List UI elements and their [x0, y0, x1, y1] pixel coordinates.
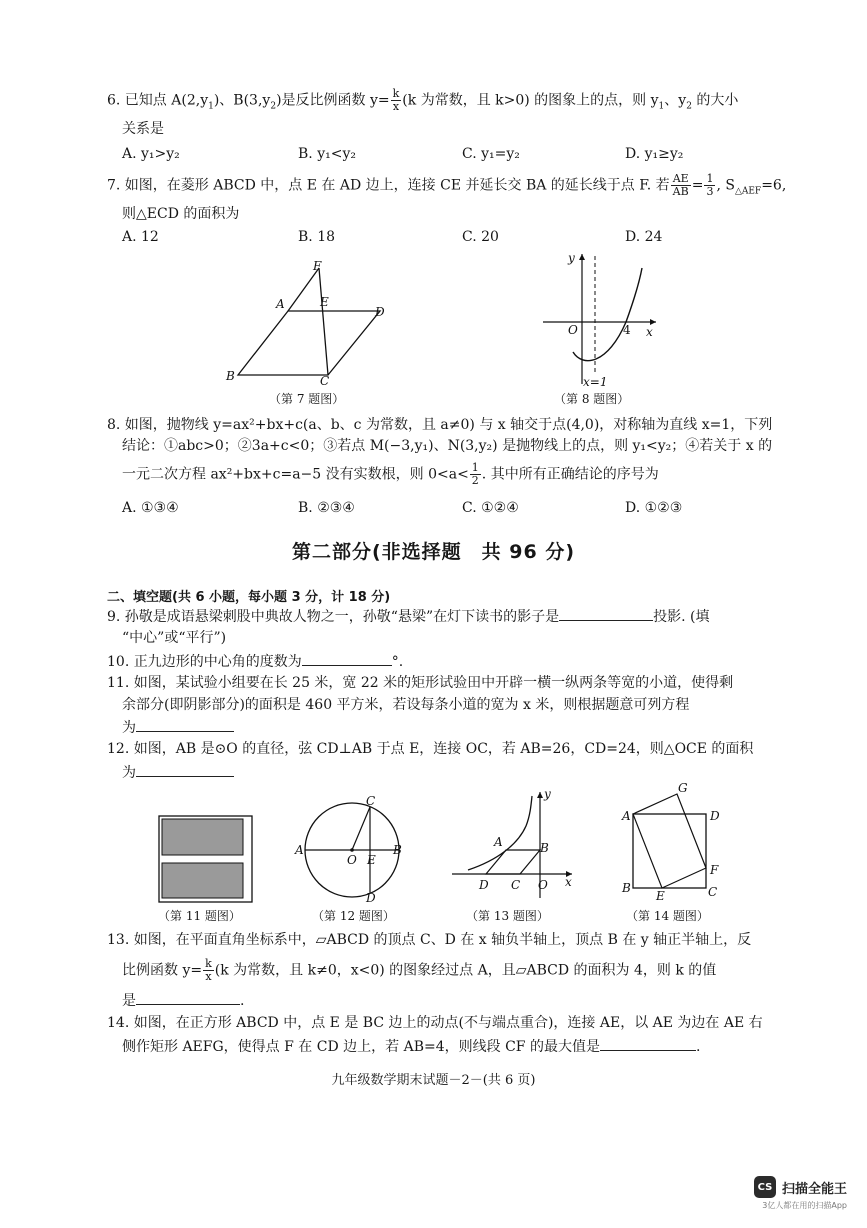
q14-stem-line2: 侧作矩形 AEFG，使得点 F 在 CD 边上，若 AB=4，则线段 CF 的最大值是 . [122, 1036, 700, 1057]
fig12-label-d: D [366, 891, 376, 904]
fig8-label-origin: O [568, 323, 578, 337]
q13-answer-blank[interactable] [136, 990, 240, 1005]
figure-12-circle [294, 792, 410, 904]
q12-answer-blank[interactable] [136, 762, 234, 777]
fig8-label-y: y [568, 251, 575, 265]
fig14-label-f: F [710, 863, 719, 877]
fig7-label-d: D [375, 305, 385, 319]
figure-13-hyperbola [448, 786, 578, 904]
q14-stem-line1: 14. 如图，在正方形 ABCD 中，点 E 是 BC 边上的动点(不与端点重合)，连接 AE，以 AE 为边在 AE 右 [107, 1015, 763, 1031]
scanner-watermark [754, 1176, 847, 1210]
q9-stem: 9. 孙敬是成语悬梁刺股中典故人物之一，孙敬“悬梁”在灯下读书的影子是 投影. (填 [107, 606, 710, 627]
q13-fraction: $\frac{k}{x}$ [205, 957, 212, 983]
fig12-label-c: C [366, 794, 376, 808]
q6-stem-line2: 关系是 [122, 121, 164, 137]
page-footer: 九年级数学期末试题－2－(共 6 页) [331, 1073, 536, 1088]
q7-option-d: D. 24 [625, 229, 663, 245]
fig7-label-c: C [320, 374, 330, 388]
scanner-brand-name: 扫描全能王 [781, 1181, 847, 1197]
figure-7-rhombus [220, 258, 400, 388]
fig8-label-axis: x=1 [583, 375, 608, 388]
fig7-label-e: E [320, 295, 329, 309]
q9-answer-blank[interactable] [559, 606, 653, 621]
fig13-label-a: A [494, 835, 503, 849]
q7-stem-line2: 则△ECD 的面积为 [122, 206, 240, 222]
q8-option-d: D. ①②③ [625, 500, 683, 516]
fig8-label-x: x [646, 325, 653, 339]
fig8-caption: （第 8 题图） [554, 392, 630, 406]
fig12-label-e: E [367, 853, 376, 867]
q8-option-c: C. ①②④ [462, 500, 519, 516]
scanner-tagline: 3亿人都在用的扫描App [762, 1201, 847, 1210]
fig13-label-b: B [540, 841, 549, 855]
q10-stem: 10. 正九边形的中心角的度数为 °. [107, 651, 403, 672]
fig7-label-f: F [313, 259, 322, 273]
figure-14-square [618, 780, 730, 902]
q8-option-a: A. ①③④ [122, 500, 179, 516]
q10-answer-blank[interactable] [302, 651, 392, 666]
q11-stem-line2: 余部分(即阴影部分)的面积是 460 平方米，若设每条小道的宽为 x 米，则根据题意可列方程 [122, 697, 690, 713]
cs-logo-icon: CS [754, 1176, 776, 1198]
fig14-label-d: D [710, 809, 720, 823]
q8-stem-line1: 8. 如图，抛物线 y=ax²+bx+c(a、b、c 为常数，且 a≠0) 与 x 轴交于点(4,0)，对称轴为直线 x=1，下列 [107, 417, 773, 433]
q11-stem-line3: 为 [122, 717, 234, 738]
q8-option-b: B. ②③④ [298, 500, 355, 516]
fig13-label-o: O [538, 878, 548, 892]
fig12-label-b: B [393, 843, 402, 857]
fig13-caption: （第 13 题图） [466, 909, 549, 923]
figure-11-field [158, 815, 254, 903]
q8-fraction-half: $\frac{1}{2}$ [471, 461, 479, 487]
fig14-caption: （第 14 题图） [626, 909, 709, 923]
q6-option-d: D. y₁≥y₂ [625, 146, 684, 162]
q6-option-b: B. y₁<y₂ [298, 146, 356, 162]
fig14-label-a: A [622, 809, 631, 823]
q11-answer-blank[interactable] [136, 717, 234, 732]
part2-title: 第二部分(非选择题 共 96 分) [291, 541, 576, 563]
fig12-label-o: O [347, 853, 357, 867]
fig12-label-a: A [295, 843, 304, 857]
q6-option-a: A. y₁>y₂ [122, 146, 180, 162]
figure-8-parabola [538, 248, 668, 388]
q6-option-c: C. y₁=y₂ [462, 146, 520, 162]
q13-stem-line1: 13. 如图，在平面直角坐标系中，▱ABCD 的顶点 C、D 在 x 轴负半轴上，顶点 B 在 y 轴正半轴上，反 [107, 932, 752, 948]
fig14-label-c: C [708, 885, 718, 899]
fig13-label-d: D [479, 878, 489, 892]
fig14-label-b: B [622, 881, 631, 895]
fig13-label-x: x [565, 875, 572, 889]
fig7-caption: （第 7 题图） [269, 392, 345, 406]
fig7-label-a: A [276, 297, 285, 311]
q7-option-b: B. 18 [298, 229, 336, 245]
fig12-caption: （第 12 题图） [312, 909, 395, 923]
fig13-label-y: y [544, 787, 551, 801]
q12-stem-line1: 12. 如图，AB 是⊙O 的直径，弦 CD⊥AB 于点 E，连接 OC，若 AB=26，CD=24，则△OCE 的面积 [107, 741, 754, 757]
q7-option-a: A. 12 [122, 229, 159, 245]
q13-stem-line2: 比例函数 y= $\frac{k}{x}$ (k 为常数，且 k≠0，x<0) 的图象经过点 A，且▱ABCD 的面积为 4，则 k 的值 [122, 957, 717, 983]
q6-stem: 6. 已知点 $A(2,y_1)$、$B(3,y_2)$是反比例函数 y= $\frac{k}{x}$ (k 为常数，且 k>0) 的图象上的点，则 $y_1$、$y_2$ 的大小 [107, 87, 739, 113]
q14-answer-blank[interactable] [600, 1036, 696, 1051]
q8-stem-line3: 一元二次方程 ax²+bx+c=a−5 没有实数根，则 0<a< $\frac{1}{2}$ . 其中所有正确结论的序号为 [122, 461, 659, 487]
q7-stem: 7. 如图，在菱形 ABCD 中，点 E 在 AD 边上，连接 CE 并延长交 BA 的延长线于点 F. 若 $\frac{AE}{AB}$ = $\frac{1}{3}$ , $S_{\triangle AEF}=6$, [107, 172, 787, 198]
fig13-label-c: C [511, 878, 521, 892]
fig14-label-e: E [656, 889, 665, 902]
q9-stem-line2: “中心”或“平行”) [122, 630, 227, 646]
q6-fraction: $\frac{k}{x}$ [392, 87, 400, 113]
q11-stem-line1: 11. 如图，某试验小组要在长 25 米，宽 22 米的矩形试验田中开辟一横一纵两条等宽的小道，使得剩 [107, 675, 734, 691]
fig11-caption: （第 11 题图） [158, 909, 241, 923]
fig14-label-g: G [678, 781, 688, 795]
q7-fraction-one-third: $\frac{1}{3}$ [706, 172, 714, 198]
q8-stem-line2: 结论：①abc>0；②3a+c<0；③若点 M(−3,y₁)、N(3,y₂) 是抛物线上的点，则 y₁<y₂；④若关于 x 的 [122, 438, 773, 454]
q12-stem-line2: 为 [122, 762, 234, 783]
q13-stem-line3: 是 . [122, 990, 244, 1011]
fig8-label-four: 4 [623, 323, 631, 337]
q7-fraction-ae-ab: $\frac{AE}{AB}$ [672, 172, 689, 198]
fig7-label-b: B [226, 369, 235, 383]
section-fill-blank-heading: 二、填空题(共 6 小题，每小题 3 分，计 18 分) [107, 590, 391, 605]
q7-option-c: C. 20 [462, 229, 499, 245]
